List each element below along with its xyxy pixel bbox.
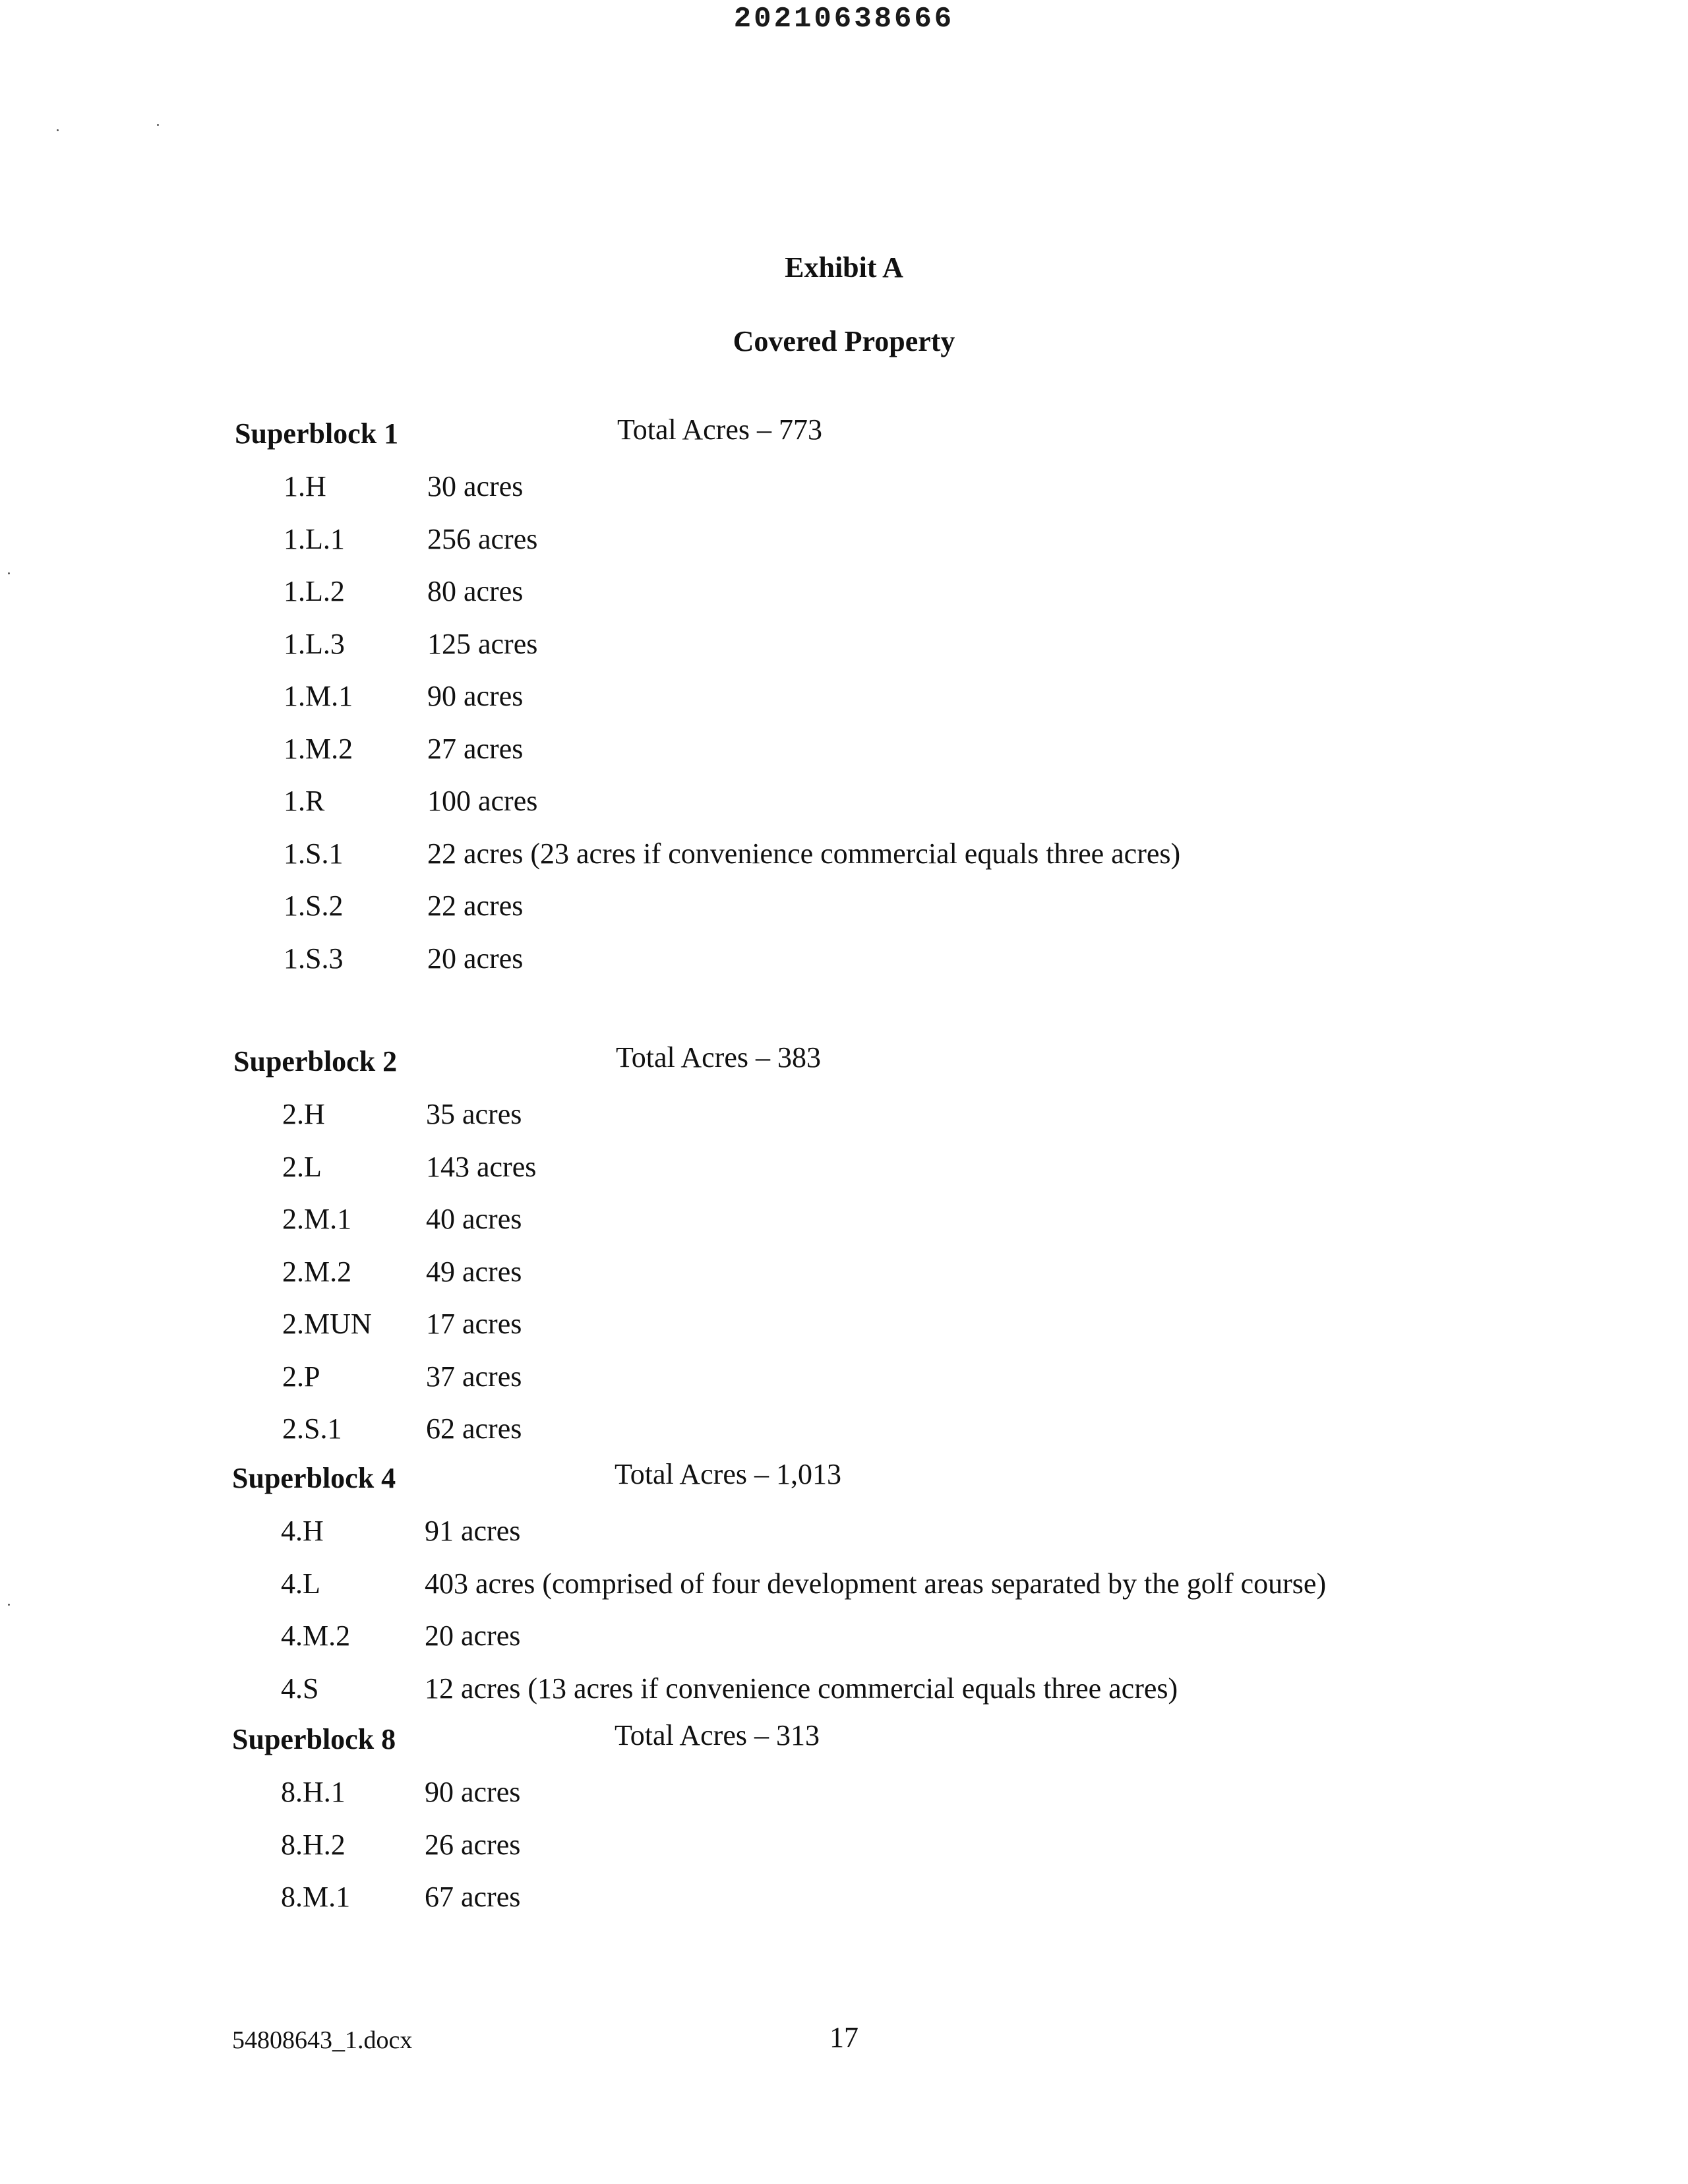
parcel-id: 8.M.1: [281, 1881, 351, 1913]
parcel-row: [232, 1828, 1551, 1881]
parcel-row: [233, 1360, 1552, 1412]
parcel-row: [233, 1412, 1552, 1465]
parcel-row: [235, 574, 1553, 627]
document-number: 20210638666: [733, 3, 955, 36]
scan-speck: [157, 124, 159, 126]
footer-file-name: 54808643_1.docx: [232, 2026, 413, 2054]
superblock-header: [235, 413, 1553, 470]
superblock-total-acres: Total Acres – 773: [617, 413, 822, 446]
scan-speck: [8, 1604, 10, 1606]
parcel-row: [235, 837, 1553, 890]
parcel-row: [233, 1255, 1552, 1308]
parcel-acres: 256 acres: [427, 522, 538, 555]
scan-speck: [8, 572, 10, 574]
parcel-id: 2.P: [282, 1360, 320, 1393]
parcel-row: [235, 470, 1553, 522]
parcel-acres: 143 acres: [426, 1150, 537, 1183]
parcel-acres: 49 acres: [426, 1255, 522, 1288]
superblock-name: Superblock 4: [232, 1462, 396, 1494]
parcel-acres: 90 acres: [425, 1776, 521, 1808]
parcel-acres: 12 acres (13 acres if convenience commercial equals three acres): [425, 1672, 1178, 1705]
parcel-id: 4.L: [281, 1567, 320, 1600]
parcel-id: 2.M.1: [282, 1203, 352, 1235]
parcel-acres: 90 acres: [427, 680, 524, 712]
parcel-acres: 22 acres: [427, 890, 524, 922]
parcel-id: 1.L.1: [284, 522, 345, 555]
parcel-acres: 30 acres: [427, 470, 524, 502]
superblock-name: Superblock 1: [235, 417, 399, 450]
parcel-acres: 80 acres: [427, 575, 524, 607]
superblock-total-acres: Total Acres – 313: [615, 1719, 820, 1751]
parcel-id: 2.L: [282, 1150, 322, 1183]
parcel-acres: 40 acres: [426, 1203, 522, 1235]
parcel-row: [232, 1567, 1551, 1620]
parcel-id: 8.H.1: [281, 1776, 346, 1808]
parcel-acres: 20 acres: [427, 942, 524, 975]
parcel-acres: 37 acres: [426, 1360, 522, 1393]
parcel-row: [235, 942, 1553, 994]
parcel-id: 4.M.2: [281, 1620, 351, 1652]
parcel-acres: 17 acres: [426, 1308, 522, 1340]
superblock-name: Superblock 2: [233, 1045, 398, 1077]
superblock-4: [232, 1458, 1551, 1724]
superblock-8: [232, 1719, 1551, 1933]
parcel-acres: 22 acres (23 acres if convenience commercial equals three acres): [427, 837, 1181, 870]
parcel-row: [235, 889, 1553, 942]
superblock-header: [233, 1041, 1552, 1097]
parcel-row: [232, 1880, 1551, 1933]
parcel-row: [235, 627, 1553, 680]
parcel-id: 1.M.1: [284, 680, 353, 712]
parcel-row: [235, 732, 1553, 785]
parcel-id: 2.S.1: [282, 1412, 342, 1445]
superblock-1: [235, 413, 1553, 994]
parcel-id: 1.S.2: [284, 890, 344, 922]
superblock-header: [232, 1719, 1551, 1775]
parcel-row: [232, 1672, 1551, 1724]
parcel-acres: 62 acres: [426, 1412, 522, 1445]
parcel-id: 1.L.2: [284, 575, 345, 607]
footer-page-number: 17: [829, 2021, 859, 2053]
parcel-id: 8.H.2: [281, 1828, 346, 1861]
parcel-row: [232, 1514, 1551, 1567]
parcel-row: [232, 1619, 1551, 1672]
parcel-acres: 26 acres: [425, 1828, 521, 1861]
superblock-total-acres: Total Acres – 1,013: [615, 1458, 841, 1490]
parcel-id: 2.MUN: [282, 1308, 372, 1340]
scan-speck: [57, 129, 59, 131]
parcel-row: [233, 1202, 1552, 1255]
parcel-acres: 100 acres: [427, 785, 538, 817]
superblock-2: [233, 1041, 1552, 1465]
parcel-row: [235, 522, 1553, 575]
parcel-row: [232, 1775, 1551, 1828]
parcel-row: [233, 1097, 1552, 1150]
parcel-id: 2.M.2: [282, 1255, 352, 1288]
parcel-acres: 403 acres (comprised of four development areas separated by the golf course): [425, 1567, 1327, 1600]
parcel-row: [233, 1307, 1552, 1360]
covered-property-title: Covered Property: [733, 325, 955, 357]
parcel-id: 1.S.3: [284, 942, 344, 975]
parcel-id: 1.L.3: [284, 627, 345, 660]
parcel-row: [235, 784, 1553, 837]
parcel-acres: 125 acres: [427, 627, 538, 660]
parcel-id: 4.S: [281, 1672, 319, 1705]
parcel-id: 2.H: [282, 1098, 325, 1130]
parcel-row: [235, 679, 1553, 732]
superblock-total-acres: Total Acres – 383: [616, 1041, 821, 1074]
parcel-id: 1.S.1: [284, 837, 344, 870]
superblock-header: [232, 1458, 1551, 1514]
parcel-acres: 35 acres: [426, 1098, 522, 1130]
parcel-acres: 91 acres: [425, 1515, 521, 1547]
parcel-id: 1.M.2: [284, 732, 353, 765]
parcel-id: 1.R: [284, 785, 325, 817]
parcel-id: 4.H: [281, 1515, 324, 1547]
parcel-acres: 20 acres: [425, 1620, 521, 1652]
parcel-id: 1.H: [284, 470, 326, 502]
parcel-acres: 67 acres: [425, 1881, 521, 1913]
parcel-row: [233, 1150, 1552, 1203]
superblock-name: Superblock 8: [232, 1723, 396, 1755]
parcel-acres: 27 acres: [427, 732, 524, 765]
exhibit-title: Exhibit A: [785, 251, 903, 284]
